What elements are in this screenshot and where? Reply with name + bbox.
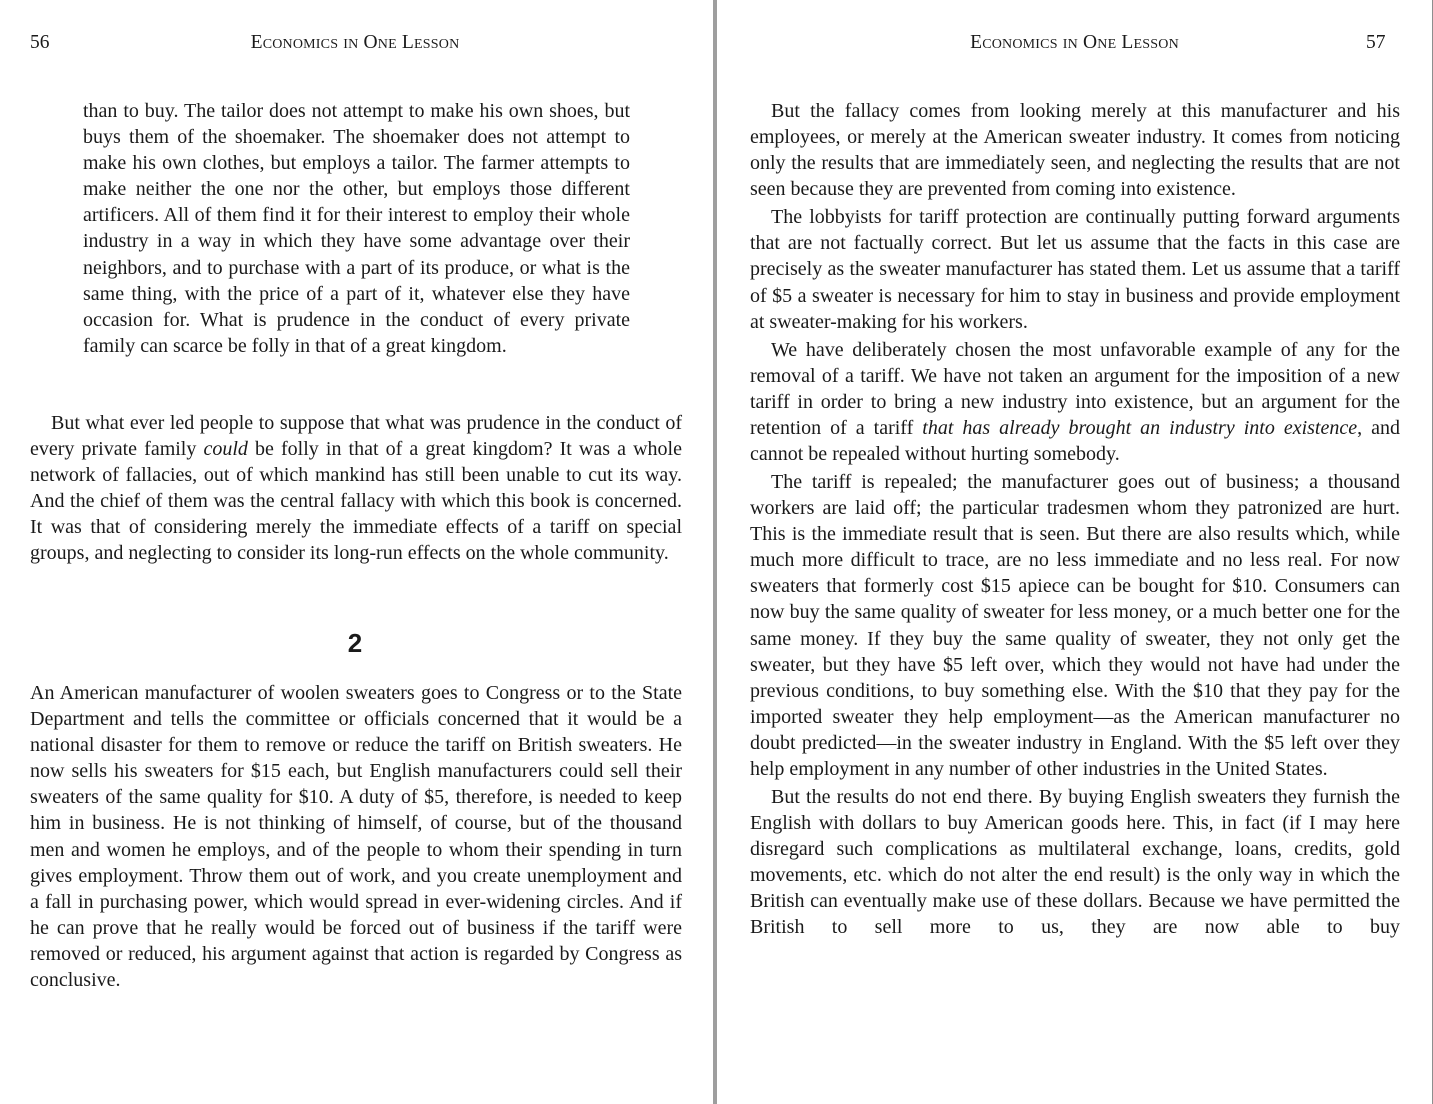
running-title: Economics in One Lesson	[250, 32, 460, 53]
section-heading: 2	[347, 628, 363, 658]
paragraph: The tariff is repealed; the manufacturer goes out of business; a thousand workers are laid off; the particular tradesmen whom they patronized are hurt. This is the immediate result that is seen. But there are also results which, while much more difficult to trace, are no less immediate and no less real. For now sweaters that formerly cost $15 apiece can be bought for $10. Consumers can now buy the same quality of sweater for less money, or a much better one for the same money. If they buy the same quality of sweater, they not only get the sweater, but they have $5 left over, which they would not have had under the previous conditions, to buy something else. With the $10 that they pay for the imported sweater they help employment—as the American manufacturer no doubt predicted—in the sweater industry in England. With the $5 left over they help employment in any number of other industries in the United States.	[750, 470, 1400, 781]
right-page	[717, 0, 1432, 1104]
paragraph-text-run: , and cannot be repealed without hurting somebody.	[750, 416, 1400, 465]
paragraph-text	[30, 410, 682, 567]
block-quote-text: than to buy. The tailor does not attempt to make his own shoes, but buys them of the shoemaker. The shoemaker does not attempt to make his own clothes, but employs a tailor. The farmer attempts to make neither the one nor the other, but employs those different artificers. All of them find it for their interest to employ their whole industry in a way in which they have some advantage over their neighbors, and to purchase with a part of its produce, or what is the same thing, with the price of a part of it, whatever else they have occasion for. What is prudence in the conduct of every private family can scarce be folly in that of a great kingdom.	[83, 100, 630, 357]
paragraph-text-run: But what ever led people to suppose that what was prudence in the conduct of every private family	[30, 412, 682, 461]
block-quote	[83, 98, 630, 359]
paragraph	[30, 410, 682, 567]
paragraph-text-run: We have deliberately chosen the most unfavorable example of any for the removal of a tariff. We have not taken an argument for the imposition of a new tariff in order to bring a new industry into existence, but an argument for the retention of a tariff	[750, 338, 1400, 439]
paragraph: The lobbyists for tariff protection are continually putting forward arguments that are not factually correct. But let us assume that the facts in this case are precisely as the sweater manufacturer has stated them. Let us assume that a tariff of $5 a sweater is necessary for him to stay in business and provide employment at sweater-making for his workers.	[750, 206, 1400, 333]
body-text	[750, 98, 1400, 941]
paragraph	[750, 337, 1400, 467]
paragraph-text-run: be folly in that of a great kingdom? It was a whole network of fallacies, out of which mankind has still been unable to cut its way. And the chief of them was the central fallacy with which this book is concerned. It was that of considering merely the immediate effects of a tariff on special groups, and neglecting to consider its long-run effects on the whole community.	[30, 438, 682, 565]
paragraph-text: An American manufacturer of woolen sweaters goes to Congress or to the State Department and tells the committee or officials concerned that it would be a national disaster for them to remove or reduce the tariff on British sweaters. He now sells his sweaters for $15 each, but English manufacturers could sell their sweaters of the same quality for $10. A duty of $5, therefore, is needed to keep him in business. He is not thinking of himself, of course, but of the thousand men and women he employs, and of the people to whom their spending in turn gives employment. Throw them out of work, and you create unemployment and a fall in purchasing power, which would spread in ever-widening circles. And if he can prove that he really would be forced out of business if the tariff were removed or reduced, his argument against that action is regarded by Congress as conclusive.	[30, 682, 682, 992]
left-page	[0, 0, 713, 1104]
paragraph	[30, 680, 682, 993]
page-number: 56	[30, 32, 50, 53]
paragraph: But the fallacy comes from looking merely at this manufacturer and his employees, or merely at the American sweater industry. It comes from noticing only the results that are immediately seen, and neglecting the results that are not seen because they are prevented from coming into existence.	[750, 100, 1400, 201]
emphasized-text: that has already brought an industry into existence	[922, 416, 1358, 439]
emphasized-text: could	[203, 438, 248, 461]
running-title: Economics in One Lesson	[970, 32, 1179, 53]
page-number: 57	[1366, 32, 1386, 53]
paragraph: But the results do not end there. By buying English sweaters they furnish the English with dollars to buy American goods here. This, in fact (if I may here disregard such complications as multilateral exchange, loans, credits, gold movements, etc. which do not alter the end result) is the only way in which the British can eventually make use of these dollars. Because we have permitted the British to sell more to us, they are now able to buy	[750, 786, 1400, 939]
